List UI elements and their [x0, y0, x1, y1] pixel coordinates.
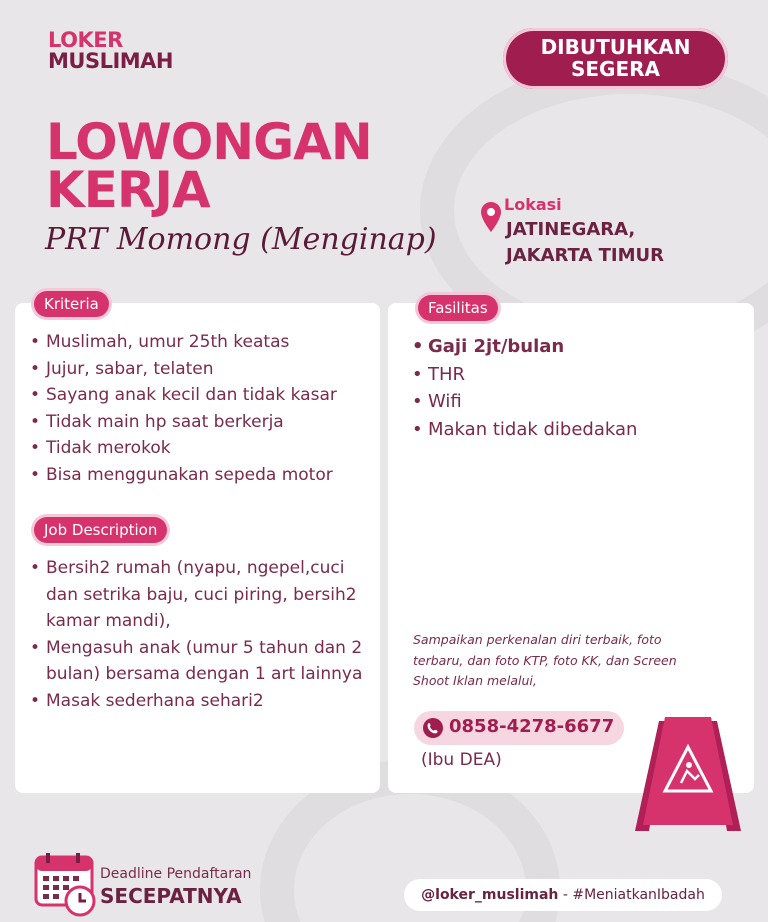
urgent-badge-line2: SEGERA	[570, 57, 661, 81]
criteria-heading: Kriteria	[34, 291, 109, 317]
list-item: • Masak sederhana sehari2	[30, 688, 365, 715]
list-item: • THR	[412, 361, 732, 389]
location-pin-icon	[480, 201, 502, 233]
job-description-heading: Job Description	[34, 517, 167, 543]
location-city	[506, 217, 746, 269]
footer-separator: -	[558, 887, 573, 903]
criteria-list	[30, 329, 375, 488]
list-item: • Makan tidak dibedakan	[412, 416, 732, 444]
location-line1: JATINEGARA,	[506, 219, 636, 240]
list-item: • Sayang anak kecil dan tidak kasar	[30, 382, 375, 409]
urgent-badge-line1: DIBUTUHKAN	[540, 35, 691, 59]
list-item: • Muslimah, umur 25th keatas	[30, 329, 375, 356]
location-label: Lokasi	[504, 195, 562, 214]
social-footer	[404, 879, 722, 911]
list-item: • Bersih2 rumah (nyapu, ngepel,cuci dan setrika baju, cuci piring, bersih2 kamar mandi),	[30, 555, 365, 635]
job-description-list	[30, 555, 365, 714]
instagram-handle[interactable]: @loker_muslimah	[421, 887, 559, 903]
deadline-value: SECEPATNYA	[100, 884, 242, 908]
location-line2: JAKARTA TIMUR	[506, 245, 665, 266]
list-item: • Jujur, sabar, telaten	[30, 356, 375, 383]
contact-name: (Ibu DEA)	[421, 750, 502, 770]
application-note: Sampaikan perkenalan diri terbaik, foto terbaru, dan foto KTP, foto KK, dan Screen Shoot Iklan melalui,	[413, 632, 677, 688]
facilities-list	[412, 333, 732, 443]
position-title: PRT Momong (Menginap)	[45, 222, 437, 257]
whatsapp-icon	[422, 717, 444, 739]
whatsapp-contact[interactable]	[414, 711, 624, 745]
list-item: • Mengasuh anak (umur 5 tahun dan 2 bulan) bersama dengan 1 art lainnya	[30, 635, 365, 688]
hashtag: #MeniatkanIbadah	[572, 887, 705, 903]
list-item: • Tidak main hp saat berkerja	[30, 409, 375, 436]
list-item: • Bisa menggunakan sepeda motor	[30, 462, 375, 489]
list-item: • Tidak merokok	[30, 435, 375, 462]
urgent-badge	[503, 28, 728, 89]
phone-number: 0858-4278-6677	[449, 716, 615, 737]
headline-line1: LOWONGAN	[46, 113, 372, 171]
brand-line1: LOKER	[48, 28, 123, 52]
caution-sign-icon	[629, 713, 747, 839]
brand-logo	[48, 30, 173, 72]
calendar-clock-icon	[34, 853, 98, 917]
list-item: • Gaji 2jt/bulan	[412, 333, 732, 361]
headline-line2: KERJA	[46, 161, 210, 219]
facilities-heading: Fasilitas	[418, 295, 498, 321]
list-item: • Wifi	[412, 388, 732, 416]
deadline-label: Deadline Pendaftaran	[100, 866, 252, 882]
headline	[46, 113, 372, 219]
brand-line2: MUSLIMAH	[48, 49, 173, 73]
